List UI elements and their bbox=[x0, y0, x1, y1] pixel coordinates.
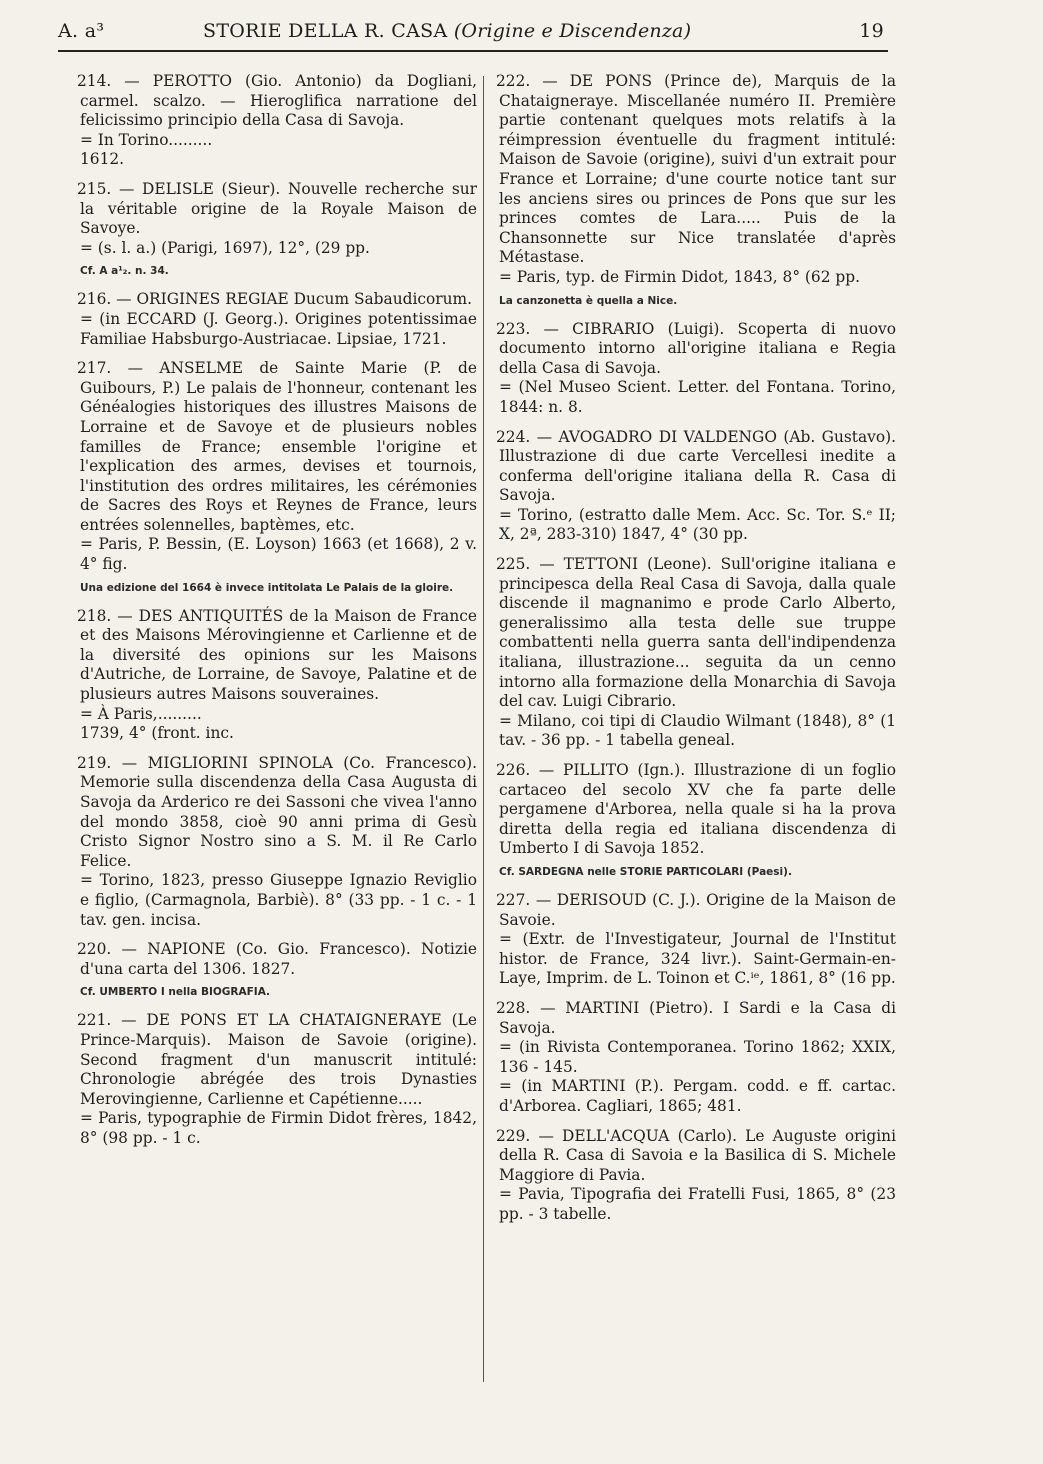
entry-225: 225. — TETTONI (Leone). Sull'origine italiana e principesca della Real Casa di Savoja, dalla quale discende il magnanimo e prode Carlo Alberto, generalissimo alla testa delle sue truppe combattenti nella guerra santa dell'indipendenza italiana, illustrazione... seguita da un cenno intorno alla formazione della Monarchia di Savoja del cav. Luigi Cibrario. = Milano, coi tipi di Claudio Wilmant (1848), 8° (1 tav. - 36 pp. - 1 tabella geneal. bbox=[496, 555, 896, 750]
entry-216: 216. — ORIGINES REGIAE Ducum Sabaudicorum. = (in ECCARD (J. Georg.). Origines potentissimae Familiae Habsburgo-Austriacae. Lipsiae, 1721. bbox=[77, 290, 477, 348]
note-217: Una edizione del 1664 è invece intitolata Le Palais de la gloire. bbox=[80, 581, 454, 594]
note-226: Cf. SARDEGNA nelle STORIE PARTICOLARI (Paesi). bbox=[499, 865, 792, 878]
entry-228: 228. — MARTINI (Pietro). I Sardi e la Casa di Savoja. = (in Rivista Contemporanea. Torino 1862; XXIX, 136 - 145. = (in MARTINI (P.). Pergam. codd. e ff. cartac. d'Arborea. Cagliari, 1865; 481. bbox=[496, 998, 896, 1115]
page-number: 19 bbox=[859, 20, 884, 42]
column-divider bbox=[483, 76, 484, 1382]
running-header bbox=[58, 20, 888, 50]
header-title-plain: STORIE DELLA R. CASA bbox=[203, 20, 448, 42]
entry-221: 221. — DE PONS ET LA CHATAIGNERAYE (Le Prince-Marquis). Maison de Savoie (origine). Second fragment d'un manuscrit intitulé: Chronologie abrégée des trois Dynasties Merovingienne, Carlienne et Capétienne..... = Paris, typographie de Firmin Didot frères, 1842, 8° (98 pp. - 1 c. bbox=[77, 1011, 477, 1147]
entry-222: 222. — DE PONS (Prince de), Marquis de la Chataigneraye. Miscellanée numéro II. Première partie contenant quelques mots relatifs à la réimpression éventuelle du fragment intitulé: Maison de Savoie (origine), suivi d'un extrait pour France et Lorraine; d'une courte notice tant sur les anciens sires ou princes de Pons que sur les princes comtes de Lara..... Puis de la Chansonnette sur Nice translatée d'après Métastase. = Paris, typ. de Firmin Didot, 1843, 8° (62 pp. bbox=[496, 72, 896, 286]
entry-227: 227. — DERISOUD (C. J.). Origine de la Maison de Savoie. = (Extr. de l'Investigateur, Journal de l'Institut histor. de France, 324 livr.). Saint-Germain-en-Laye, Imprim. de L. Toinon et C.ⁱᵉ, 1861, 8° (16 pp. bbox=[496, 890, 896, 988]
entry-220: 220. — NAPIONE (Co. Gio. Francesco). Notizie d'una carta del 1306. 1827. bbox=[77, 940, 477, 978]
entry-223: 223. — CIBRARIO (Luigi). Scoperta di nuovo documento intorno all'origine italiana e Regia della Casa di Savoja. = (Nel Museo Scient. Letter. del Fontana. Torino, 1844: n. 8. bbox=[496, 319, 896, 416]
entry-215: 215. — DELISLE (Sieur). Nouvelle recherche sur la véritable origine de la Royale Maison de Savoye. = (s. l. a.) (Parigi, 1697), 12°, (29 pp. bbox=[77, 179, 477, 257]
entry-226: 226. — PILLITO (Ign.). Illustrazione di un foglio cartaceo del secolo XV che fa parte delle pergamene d'Arborea, nella quale si ha la prova diretta della regia ed italiana discendenza di Umberto I di Savoja 1852. bbox=[496, 761, 896, 858]
entry-224: 224. — AVOGADRO DI VALDENGO (Ab. Gustavo). Illustrazione di due carte Vercellesi inedite a conferma dell'origine italiana della R. Casa di Savoja. = Torino, (estratto dalle Mem. Acc. Sc. Tor. S.ᵉ II; X, 2ª, 283-310) 1847, 4° (30 pp. bbox=[496, 427, 896, 544]
header-title bbox=[203, 20, 691, 42]
header-title-italic: (Origine e Discendenza) bbox=[453, 20, 692, 42]
entry-218: 218. — DES ANTIQUITÉS de la Maison de France et des Maisons Mérovingienne et Carlienne et de la diversité des opinions sur les Maisons d'Autriche, de Lorraine, de Savoye, Palatine et de plusieurs autres Maisons souveraines. = À Paris,......... 1739, 4° (front. inc. bbox=[77, 606, 477, 743]
entry-219: 219. — MIGLIORINI SPINOLA (Co. Francesco). Memorie sulla discendenza della Casa Augusta di Savoja da Arderico re dei Sassoni che vivea l'anno del mondo 3858, cioè 90 anni prima di Gesù Cristo Signor Nostro sino a S. M. il Re Carlo Felice. = Torino, 1823, presso Giuseppe Ignazio Reviglio e figlio, (Carmagnola, Barbiè). 8° (33 pp. - 1 c. - 1 tav. gen. incisa. bbox=[77, 753, 477, 929]
note-215: Cf. A a¹₂. n. 34. bbox=[80, 265, 169, 278]
left-column bbox=[77, 72, 477, 1159]
signature-mark: A. a³ bbox=[58, 20, 105, 42]
header-rule bbox=[58, 50, 888, 52]
entry-229: 229. — DELL'ACQUA (Carlo). Le Auguste origini della R. Casa di Savoia e la Basilica di S. Michele Maggiore di Pavia. = Pavia, Tipografia dei Fratelli Fusi, 1865, 8° (23 pp. - 3 tabelle. bbox=[496, 1126, 896, 1223]
note-220: Cf. UMBERTO I nella BIOGRAFIA. bbox=[80, 986, 271, 999]
right-column bbox=[496, 72, 896, 1234]
note-222: La canzonetta è quella a Nice. bbox=[499, 294, 678, 307]
entry-217: 217. — ANSELME de Sainte Marie (P. de Guibours, P.) Le palais de l'honneur, contenant les Généalogies historiques des illustres Maisons de Lorraine et de Savoye et de plusieurs nobles familles de France; ensemble l'origine et l'explication des armes, devises et tournois, l'institution des ordres militaires, les cérémonies de Sacres des Roys et Reynes de France, leurs entrées solennelles, baptèmes, etc. = Paris, P. Bessin, (E. Loyson) 1663 (et 1668), 2 v. 4° fig. bbox=[77, 359, 477, 574]
entry-214: 214. — PEROTTO (Gio. Antonio) da Dogliani, carmel. scalzo. — Hieroglifica narratione del felicissimo principio della Casa di Savoja. = In Torino......... 1612. bbox=[77, 72, 477, 169]
